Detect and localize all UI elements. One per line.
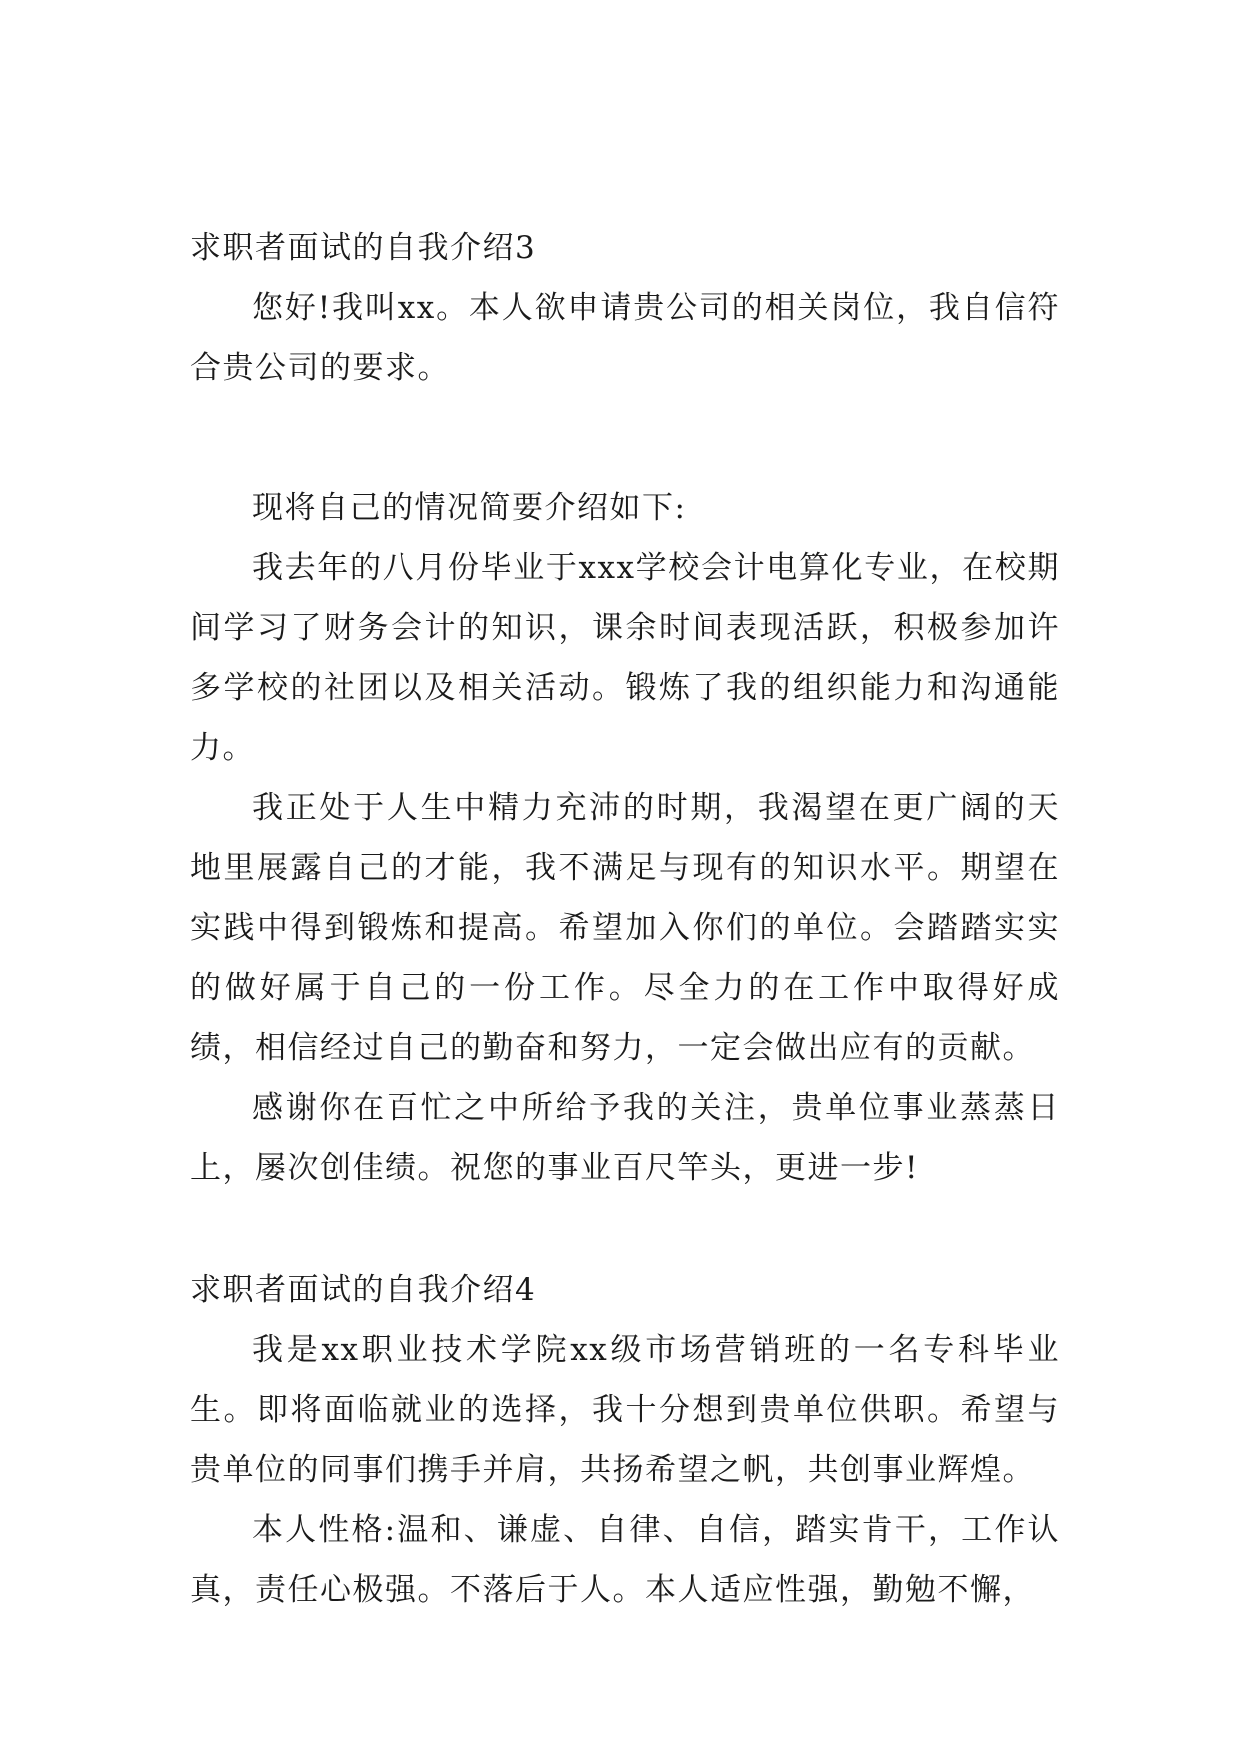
- section-title-3: 求职者面试的自我介绍3: [190, 230, 537, 266]
- paragraph: 我是xx职业技术学院xx级市场营销班的一名专科毕业生。即将面临就业的选择，我十分想到贵单位供职。希望与贵单位的同事们携手并肩，共扬希望之帆，共创事业辉煌。: [190, 1332, 1060, 1488]
- paragraph: 您好!我叫xx。本人欲申请贵公司的相关岗位，我自信符合贵公司的要求。: [190, 290, 1060, 386]
- paragraph: 我正处于人生中精力充沛的时期，我渴望在更广阔的天地里展露自己的才能，我不满足与现有的知识水平。期望在实践中得到锻炼和提高。希望加入你们的单位。会踏踏实实的做好属于自己的一份工作。尽全力的在工作中取得好成绩，相信经过自己的勤奋和努力，一定会做出应有的贡献。: [190, 790, 1060, 1066]
- paragraph: 感谢你在百忙之中所给予我的关注，贵单位事业蒸蒸日上，屡次创佳绩。祝您的事业百尺竿头，更进一步!: [190, 1090, 1060, 1186]
- section-title-4: 求职者面试的自我介绍4: [190, 1272, 537, 1308]
- paragraph: 现将自己的情况简要介绍如下:: [252, 490, 687, 526]
- section-gap: [190, 398, 1060, 478]
- paragraph: 本人性格:温和、谦虚、自律、自信，踏实肯干，工作认真，责任心极强。不落后于人。本人适应性强，勤勉不懈，: [190, 1512, 1060, 1608]
- paragraph: 我去年的八月份毕业于xxx学校会计电算化专业，在校期间学习了财务会计的知识，课余时间表现活跃，积极参加许多学校的社团以及相关活动。锻炼了我的组织能力和沟通能力。: [190, 550, 1060, 766]
- section-gap: [190, 1198, 1060, 1260]
- document-body: [190, 218, 1060, 1620]
